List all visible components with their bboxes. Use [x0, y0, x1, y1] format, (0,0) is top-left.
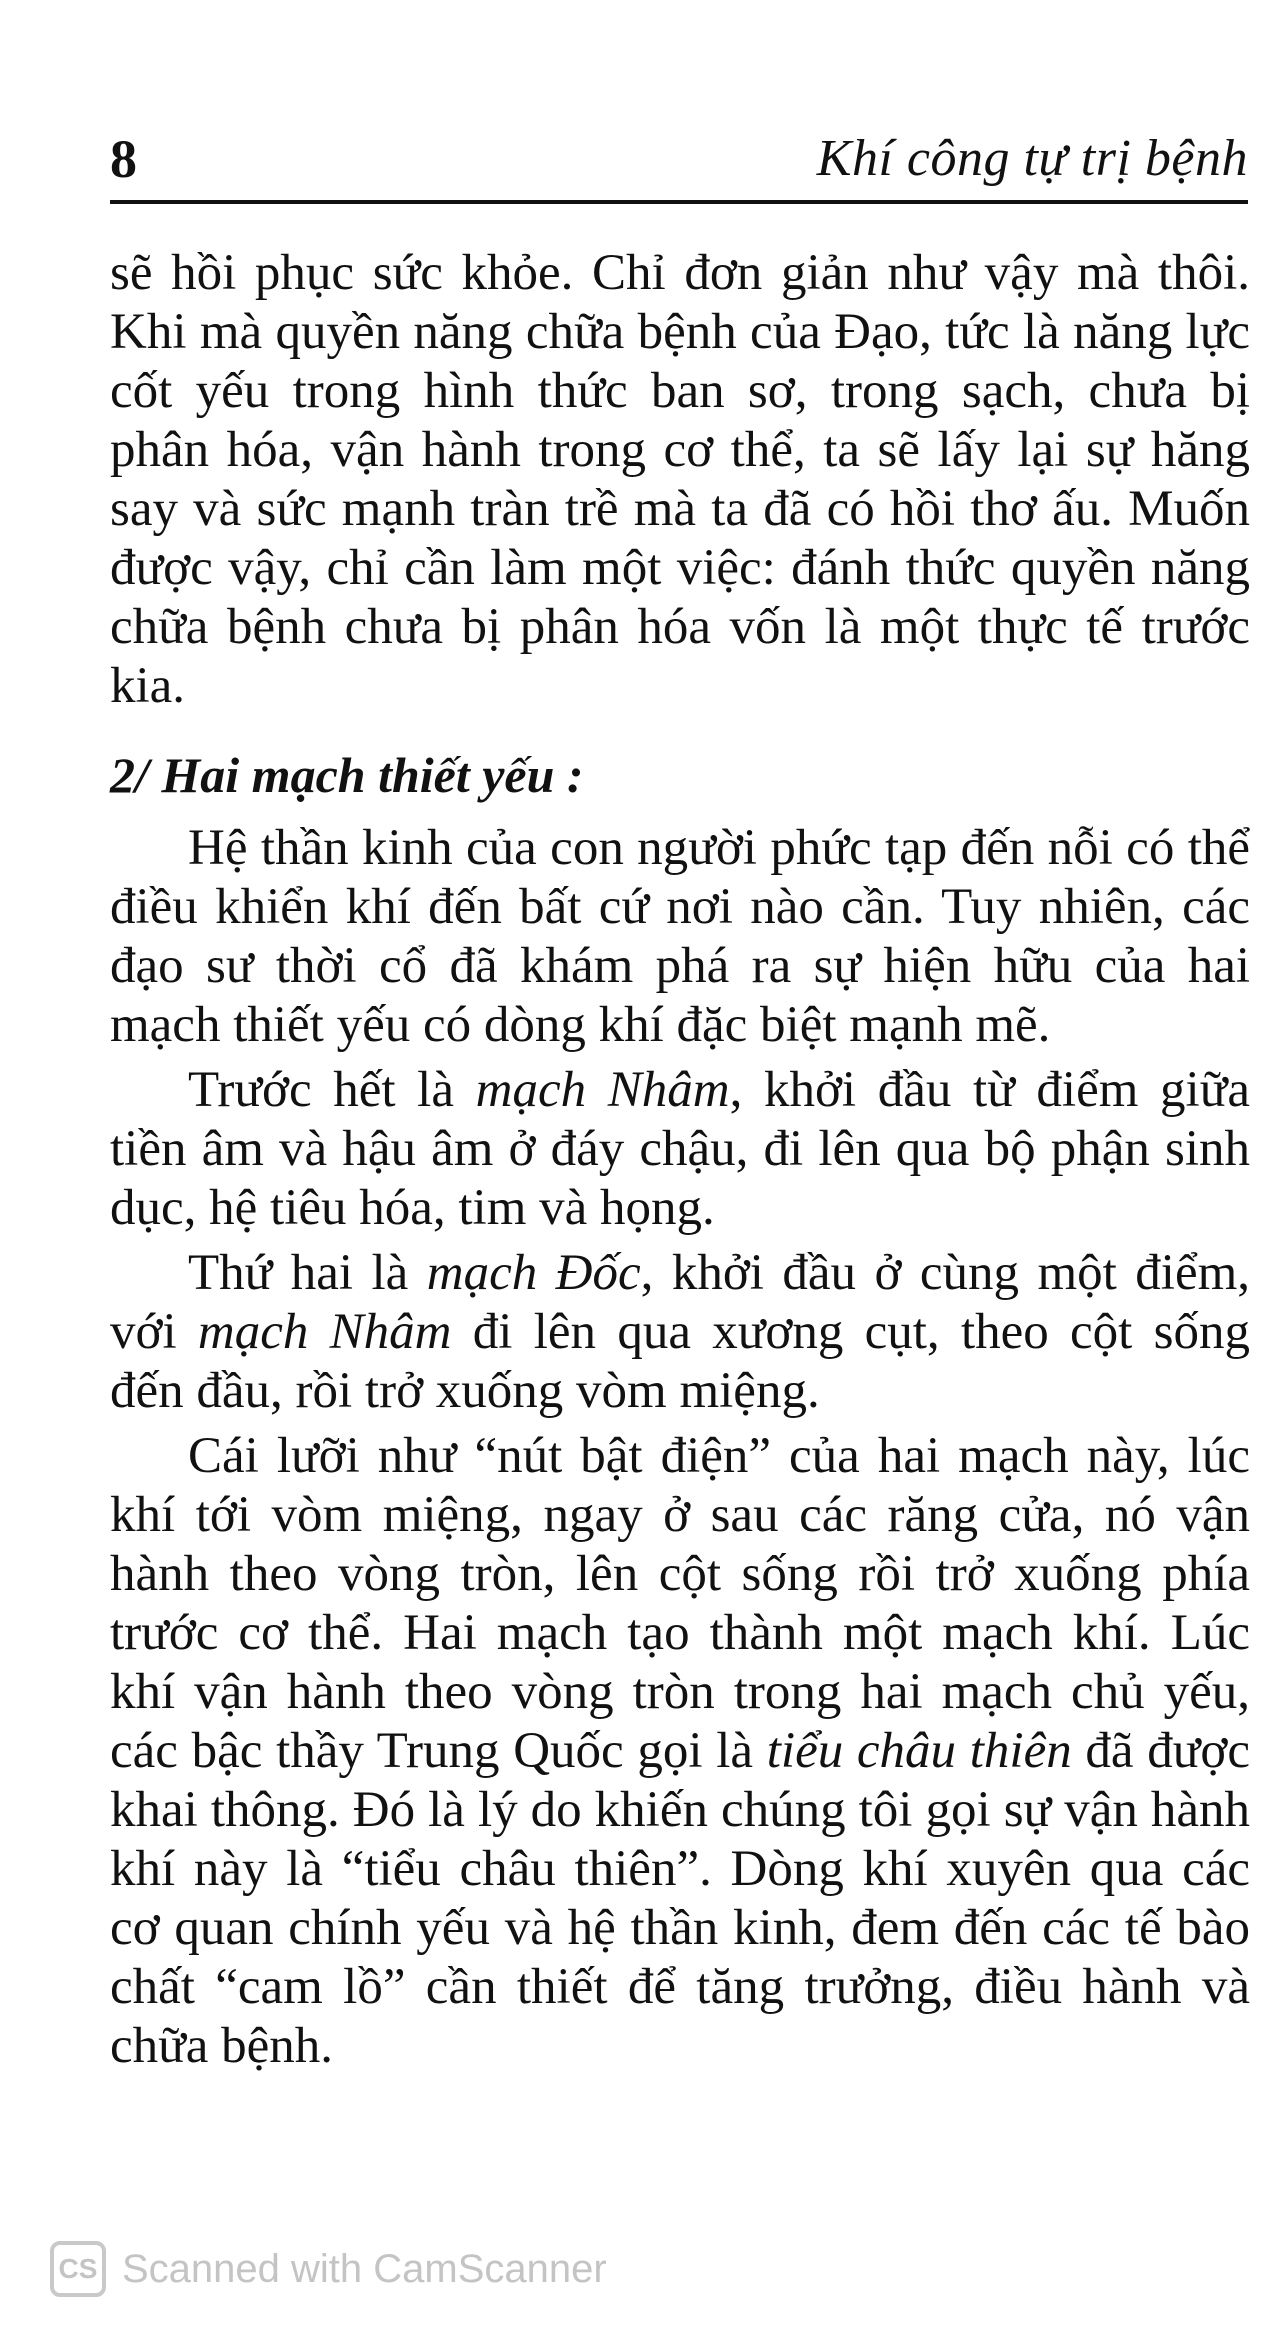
paragraph-4: [110, 1244, 1250, 1421]
paragraph-4-text-a: Thứ hai là: [188, 1245, 427, 1301]
paragraph-3-text-c: , khởi đầu từ điểm giữa tiền âm và hậu âm ở đáy chậu, đi lên qua bộ phận sinh dục, hệ tiêu hóa, tim và họng.: [110, 1062, 1250, 1236]
term-mach-nham: mạch Nhâm: [475, 1062, 730, 1118]
paragraph-4-text-e: đi lên qua xương cụt, theo cột sống đến đầu, rồi trở xuống vòm miệng.: [110, 1304, 1250, 1419]
header-rule: [110, 200, 1248, 204]
paragraph-5-text-a: Cái lưỡi như “nút bật điện” của hai mạch này, lúc khí tới vòm miệng, ngay ở sau các răng cửa, nó vận hành theo vòng tròn, lên cột sống rồi trở xuống phía trước cơ thể. Hai mạch tạo thành một mạch khí. Lúc khí vận hành theo vòng tròn trong hai mạch chủ yếu, các bậc thầy Trung Quốc gọi là: [110, 1428, 1250, 1779]
term-tieu-chau-thien: tiểu châu thiên: [766, 1723, 1072, 1779]
page-body: [110, 244, 1250, 2076]
term-mach-doc: mạch Đốc: [426, 1245, 641, 1301]
paragraph-5-text-c: đã được khai thông. Đó là lý do khiến chúng tôi gọi sự vận hành khí này là “tiểu châu thiên”. Dòng khí xuyên qua các cơ quan chính yếu và hệ thần kinh, đem đến các tế bào chất “cam lồ” cần thiết để tăng trưởng, điều hành và chữa bệnh.: [110, 1723, 1250, 2074]
section-heading: 2/ Hai mạch thiết yếu :: [110, 747, 584, 803]
paragraph-3: [110, 1061, 1250, 1238]
running-title: Khí công tự trị bệnh: [816, 130, 1248, 187]
page-header: [110, 120, 1248, 198]
paragraph-3-text-a: Trước hết là: [188, 1062, 476, 1118]
paragraph-5: [110, 1427, 1250, 2076]
term-mach-nham-2: mạch Nhâm: [197, 1304, 452, 1360]
watermark-text: Scanned with CamScanner: [122, 2246, 607, 2291]
camscanner-watermark: [50, 2238, 607, 2300]
page-number: 8: [110, 129, 137, 189]
paragraph-1: sẽ hồi phục sức khỏe. Chỉ đơn giản như vậy mà thôi. Khi mà quyền năng chữa bệnh của Đạo, tức là năng lực cốt yếu trong hình thức ban sơ, trong sạch, chưa bị phân hóa, vận hành trong cơ thể, ta sẽ lấy lại sự hăng say và sức mạnh tràn trề mà ta đã có hồi thơ ấu. Muốn được vậy, chỉ cần làm một việc: đánh thức quyền năng chữa bệnh chưa bị phân hóa vốn là một thực tế trước kia.: [110, 245, 1250, 714]
paragraph-4-text-c: , khởi đầu ở cùng một điểm, với: [110, 1245, 1251, 1360]
camscanner-logo-icon: CS: [50, 2241, 106, 2297]
paragraph-2: Hệ thần kinh của con người phức tạp đến nỗi có thể điều khiển khí đến bất cứ nơi nào cần. Tuy nhiên, các đạo sư thời cổ đã khám phá ra sự hiện hữu của hai mạch thiết yếu có dòng khí đặc biệt mạnh mẽ.: [110, 820, 1250, 1053]
